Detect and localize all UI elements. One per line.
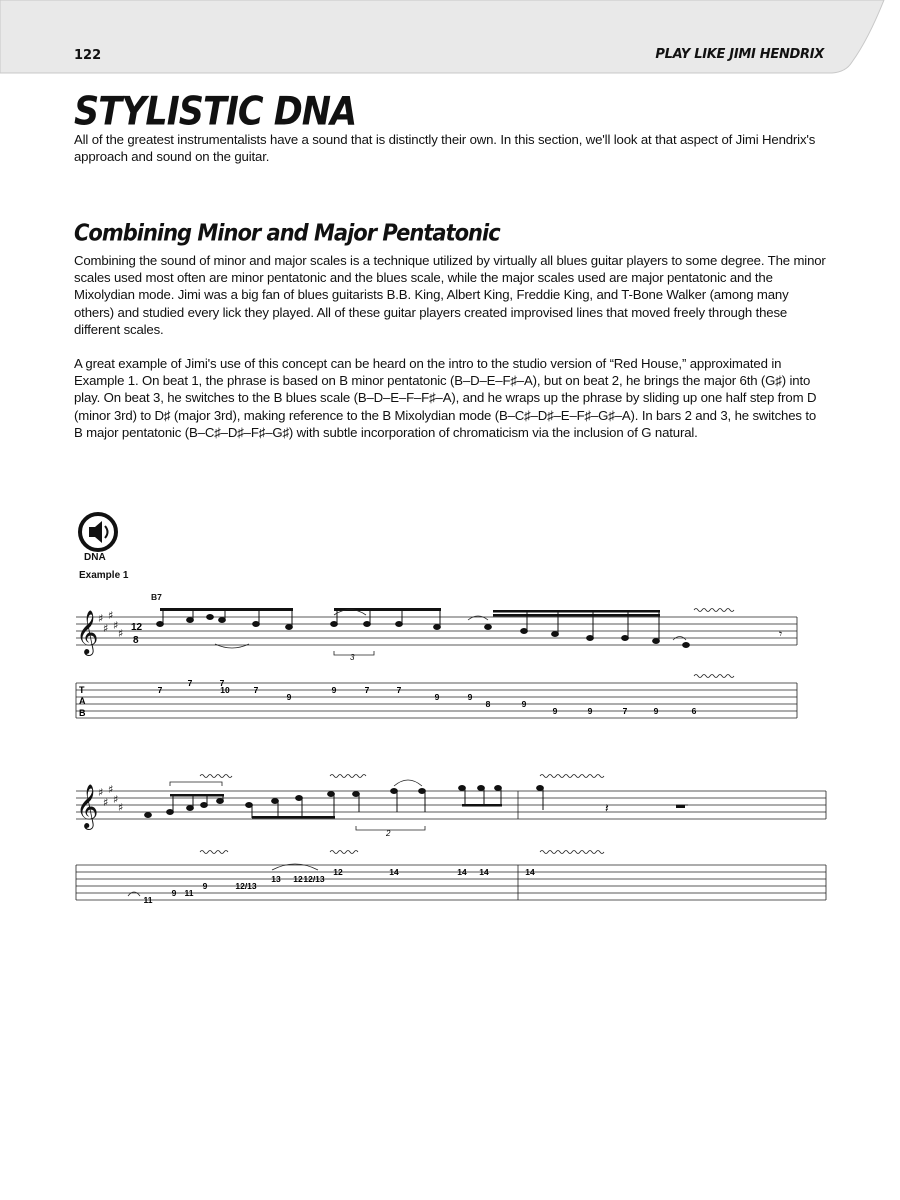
page-number: 122 <box>74 48 102 63</box>
svg-text:♯: ♯ <box>108 783 114 796</box>
tab-fret-number: 10 <box>220 685 230 695</box>
tab-fret-number: 11 <box>184 888 194 898</box>
tab-fret-number: 9 <box>286 692 292 702</box>
tab-fret-number: 14 <box>479 867 489 877</box>
tab-fret-number: 14 <box>389 867 399 877</box>
notes-row-2 <box>145 786 544 819</box>
key-signature <box>98 783 123 814</box>
rest-icon: 𝄽 <box>605 801 609 815</box>
tab-fret-number: 9 <box>521 699 527 709</box>
tab-fret-number: 9 <box>552 706 558 716</box>
tab-fret-number: 7 <box>622 706 628 716</box>
tab-fret-number: 9 <box>331 685 337 695</box>
tab-fret-number: 7 <box>364 685 370 695</box>
svg-text:T: T <box>79 685 85 695</box>
time-signature-top: 12 <box>131 622 143 633</box>
tab-fret-number: 8 <box>485 699 491 709</box>
tab-fret-number: 14 <box>525 867 535 877</box>
tab-fret-number: 14 <box>457 867 467 877</box>
svg-text:♯: ♯ <box>113 619 119 632</box>
tab-fret-number: 7 <box>157 685 163 695</box>
svg-text:♯: ♯ <box>98 612 104 625</box>
tab-fret-number: 12/13 <box>303 874 325 884</box>
tab-fret-number: 7 <box>253 685 259 695</box>
chord-symbol: B7 <box>151 592 162 602</box>
example-track: DNA <box>84 552 106 563</box>
svg-text:♯: ♯ <box>98 786 104 799</box>
half-rest-icon <box>676 805 685 808</box>
svg-text:A: A <box>79 696 86 706</box>
example-label: Example 1 <box>79 570 129 581</box>
tab-fret-number: 13 <box>271 874 281 884</box>
svg-text:♯: ♯ <box>103 796 109 809</box>
svg-text:♯: ♯ <box>118 801 124 814</box>
svg-text:B: B <box>79 708 86 718</box>
tab-fret-number: 11 <box>143 895 153 905</box>
tab-fret-number: 12 <box>293 874 303 884</box>
key-signature <box>98 609 123 640</box>
slurs-row-2 <box>128 775 604 897</box>
duplet-label: 2 <box>386 829 391 838</box>
tab-fret-number: 12/13 <box>235 881 257 891</box>
tab-fret-number: 9 <box>467 692 473 702</box>
svg-text:♯: ♯ <box>103 622 109 635</box>
svg-text:♯: ♯ <box>113 793 119 806</box>
staff-1 <box>76 617 797 645</box>
page-title: STYLISTIC DNA <box>74 90 357 135</box>
rest-icon: 𝄾 <box>779 627 783 641</box>
tab-fret-number: 6 <box>691 706 697 716</box>
notes-row-1 <box>157 608 690 648</box>
running-title: PLAY LIKE JIMI HENDRIX <box>655 47 824 62</box>
tab-fret-number: 9 <box>653 706 659 716</box>
section-heading-pentatonic: Combining Minor and Major Pentatonic <box>74 220 500 246</box>
treble-clef-icon: 𝄞 <box>76 610 99 654</box>
triplet-label: 3 <box>350 653 355 662</box>
tab-fret-number: 7 <box>219 678 225 688</box>
tab-fret-number: 7 <box>396 685 402 695</box>
section-paragraph-2: A great example of Jimi's use of this concept can be heard on the intro to the studio version of “Red House,” approximated in Example 1. On beat 1, the phrase is based on B minor pentatonic (B–D–E–F♯–A), but on beat 2, he brings the major 6th (G♯) into play. On beat 3, he switches to the B blues scale (B–D–E–F–F♯–A), and he wraps up the phrase by sliding up one half step from D (minor 3rd) to D♯ (major 3rd), making reference to the B Mixolydian mode (B–C♯–D♯–E–F♯–G♯–A). In bars 2 and 3, he switches to B major pentatonic (B–C♯–D♯–F♯–G♯) with subtle incorporation of chromaticism via the inclusion of G natural. <box>74 356 817 440</box>
tab-fret-number: 9 <box>587 706 593 716</box>
tab-fret-number: 9 <box>202 881 208 891</box>
svg-text:♯: ♯ <box>118 627 124 640</box>
tab-fret-number: 9 <box>434 692 440 702</box>
svg-text:♯: ♯ <box>108 609 114 622</box>
tab-fret-number: 12 <box>333 867 343 877</box>
tab-fret-number: 7 <box>187 678 193 688</box>
treble-clef-icon: 𝄞 <box>76 784 99 828</box>
tab-fret-number: 9 <box>171 888 177 898</box>
intro-paragraph: All of the greatest instrumentalists have a sound that is distinctly their own. In this section, we'll look at that aspect of Jimi Hendrix's approach and sound on the guitar. <box>74 132 816 165</box>
time-signature-bottom: 8 <box>133 635 139 646</box>
section-paragraph-1: Combining the sound of minor and major scales is a technique utilized by virtually all blues guitar players to some degree. The minor scales used most often are minor pentatonic and the blues scale, while the major scales used are major pentatonic and the Mixolydian mode. Jimi was a big fan of blues guitarists B.B. King, Albert King, Freddie King, and T-Bone Walker (among many others) and studied every lick they played. All of these guitar players created improvised lines that moved freely through these different scales. <box>74 253 826 337</box>
